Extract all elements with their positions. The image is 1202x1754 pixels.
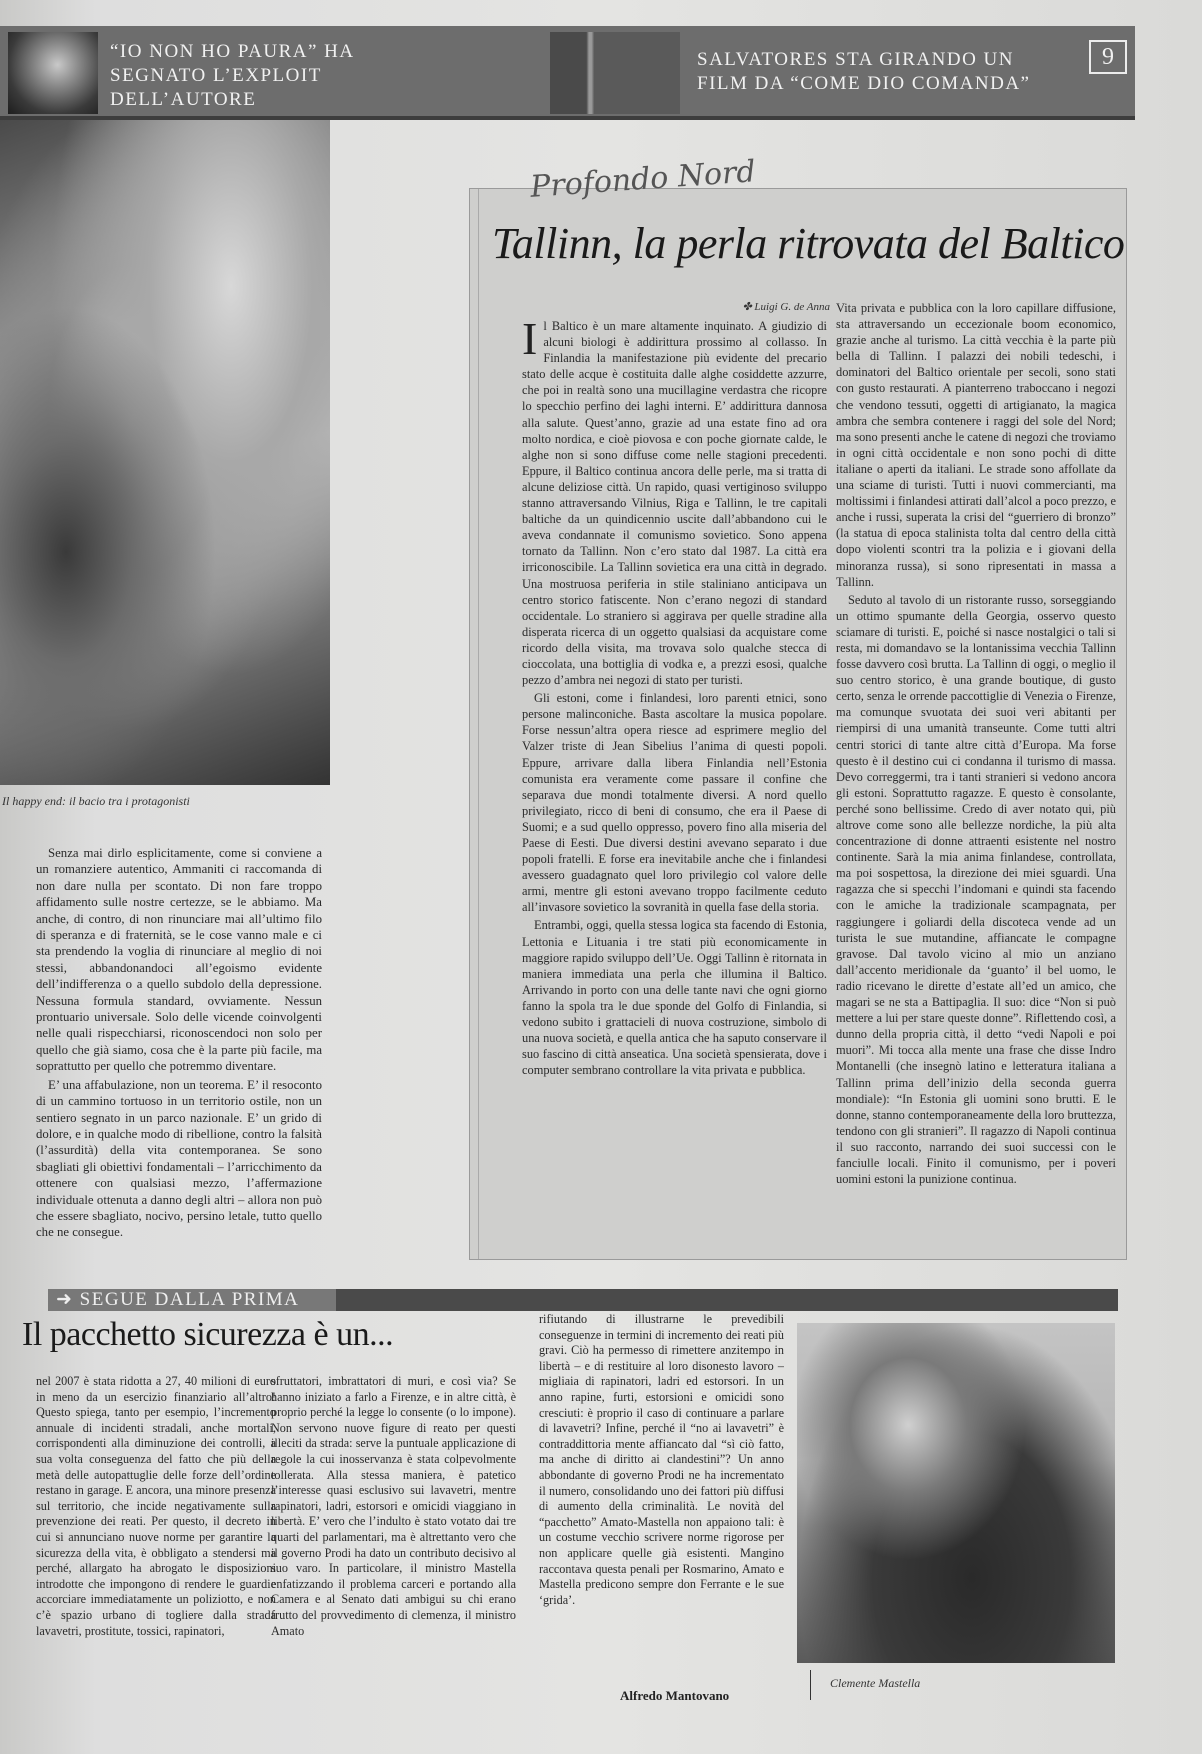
drop-cap: I: [522, 318, 538, 364]
left-paragraph-1: Senza mai dirlo esplicitamente, come si conviene a un romanziere autentico, Ammaniti ci raccomanda di non dare nulla per scontato. Di non fare troppo affidamento sulle nostre certezze, se le abbiamo. Ma anche, di contro, di non rinunciare mai all’ultimo filo di speranza e di fraternità, se le cose vanno male e ci sta prendendo la voglia di rinunciare al meglio di noi stessi, abbandonandoci all’egoismo evidente dell’indifferenza o a quello subdolo della depressione. Nessuna formula standard, ovviamente. Nessun prontuario universale. Solo delle vicende coinvolgenti nelle quali rispecchiarsi, riconoscendoci non solo per quello che già siamo, cosa che è la parte più facile, ma soprattutto per quello che potremmo diventare.: [36, 846, 322, 1074]
bottom-column-1: [36, 1374, 276, 1734]
mastella-photo: [797, 1323, 1115, 1663]
article-kicker: Profondo Nord: [529, 154, 757, 205]
bottom-column-3: [539, 1312, 784, 1682]
article-c2-p1: Vita privata e pubblica con la loro capillare diffusione, sta attraversando un eccezionale boom economico, grazie anche al turismo. La città vecchia è la parte più bella di Tallinn. I palazzi dei nobili tedeschi, i dominatori del Baltico orientale per secoli, sono stati con gusto restaurati. A pianterreno traboccano i negozi che vendono tessuti, oggetti di artigianato, la magica ambra che sembra contenere i raggi del sole del Nord; ma sono presenti anche le catene di negozi che troviamo in ogni città occidentale e non sono pochi di ditte italiane o aperti da italiani. Le strade sono affollate da una sciame di turisti. Tutti i nuovi commercianti, ma moltissimi i finlandesi attirati dall’alcol a poco prezzo, e anche i russi, superata la crisi del “guerriero di bronzo” (la statua di epoca stalinista tolta dal centro della città dopo violenti scontri tra la polizia e i giovani della minoranza russa), si sono ripresentati in massa a Tallinn.: [836, 301, 1116, 589]
bottom-column-2: [271, 1374, 516, 1734]
header-left-text: “IO NON HO PAURA” HA SEGNATO L’EXPLOIT DELL’AUTORE: [110, 41, 354, 110]
article-column-2: [836, 300, 1116, 1248]
left-column-text: [36, 845, 322, 1255]
bottom-article-title: Il pacchetto sicurezza è un...: [22, 1316, 394, 1353]
article-byline: ✤ Luigi G. de Anna: [742, 301, 830, 313]
article-c1-p2: Gli estoni, come i finlandesi, loro parenti etnici, sono persone malinconiche. Basta ascoltare la musica popolare. Forse nessun’altra opera riesce ad esprimere meglio del Valzer triste di Jean Sibelius l’anima di questi popoli. Eppure, arrivare dalla libera Finlandia nell’Estonia comunista era veramente come passare il confine che separava due mondi totalmente diversi. A nord quello privilegiato, ricco di beni di consumo, che era il Paese di Suomi; e a sud quello oppresso, povero fino alla miseria del Paese di Eesti. Due diversi destini avevano separato i due popoli fratelli. E forse era inevitabile anche che i finlandesi avessero guadagnato quel loro privilegio col valore delle armi, mentre gli estoni avevano troppo facilmente ceduto all’invasore sovietico la sovranità in quella fase della storia.: [522, 691, 827, 915]
bottom-c1-text: nel 2007 è stata ridotta a 27, 40 milioni di euro in meno da un esercizio finanziario all’altro! Questo spiega, tanto per esempio, l’incremento annuale di incidenti stradali, anche mortali, corrispondenti alla diminuzione dei controlli, a sua volta conseguenza del fatto che più della metà delle autopattuglie delle forze dell’ordine restano in garage. E ancora, una minore presenza sul territorio, che incide negativamente sulla prevenzione dei reati. Per questo, il decreto in cui si annunciano nuove norme per garantire la sicurezza della vita, è obbligato a stendersi ma perché, allargato ha abrogato le disposizioni introdotte che impongono di rendere le guardie accorciare immediatamente un poliziotto, e non c’è spazio urbano di togliere dalla strada lavavetri, prostitute, tossici, rapinatori,: [36, 1374, 276, 1638]
bottom-signature: Alfredo Mantovano: [620, 1688, 730, 1703]
author-thumbnail: [8, 32, 98, 114]
article-c1-p1: l Baltico è un mare altamente inquinato. A giudizio di alcuni biologi è addirittura prossimo al collasso. In Finlandia la manifestazione più evidente del precario stato delle acque è costituita dalle alghe cosiddette azzurre, che poi in realtà sono una mucillagine verdastra che ricopre lo specchio perfino dei laghi interni. E’ addirittura dannosa alla salute. Quest’anno, grazie ad una estate fino ad ora molto nordica, e cioè piovosa e con poche giornate calde, le alghe non si sono diffuse come nelle stagioni precedenti. Eppure, il Baltico continua ancora delle perle, ma si tratta di alcune deliziose città. Un rapido, quasi vertiginoso sviluppo stanno attraversando Vilnius, Riga e Tallinn, le tre capitali baltiche da un quindicennio uscite dall’abbandono cui le aveva condannate il comunismo sovietico. Sono appena tornato da Tallinn. Non c’ero stato dal 1987. La città era irriconoscibile. La Tallinn sovietica era una città in degrado. Una mostruosa periferia in stile staliniano anticipava un centro storico fatiscente. Non c’erano negozi di standard occidentale. Lo straniero si aggirava per quelle stradine alla disperata ricerca di un oggetto qualsiasi da acquistare come ricordo della visita, ma trovava solo qualche stecca di cioccolata, una bottiglia di vodka e, a prezzi esosi, qualche pezzo d’ambra nei negozi di stato per turisti.: [522, 319, 827, 688]
header-right-text: SALVATORES STA GIRANDO UN FILM DA “COME DIO COMANDA”: [697, 49, 1031, 94]
article-c2-p2: Seduto al tavolo di un ristorante russo, sorseggiando un ottimo spumante della Georgia, osservo questo sciamare di turisti. E, poiché si nasce nostalgici o tali si resta, mi domandavo se la lontanissima vecchia Tallinn fosse davvero così brutta. La Tallinn di oggi, o meglio il suo centro storico, è una grande boutique, di gusto certo, senza le orrende paccottiglie di Venezia o Firenze, ma comunque svuotata dei suoi veri abitanti per riempirsi di una umanità transeunte. Come tutti altri centri storici di tante altre città d’Europa. Ma forse questo è il destino cui ci condanna il turismo di massa. Devo correggermi, tra i tanti stranieri si vedono ancora gli estoni. Soprattutto ragazze. E questo è consolante, perché sono bellissime. Credo di aver notato qui, più altrove come sono alle bellezze nordiche, la più alta concentrazione di donne attraenti esistente nel nostro continente. Sarà la mia anima finlandese, controllata, ma poi sospettosa, la direzione dei miei sguardi. Una ragazza che si specchi l’indomani e quindi sta facendo con le amiche la tradizionale scampagnata, per raggiungere i goliardi della discoteca vende ad un turista le sue mutandine, affiancate le compagne gravose. Dal tavolo vicino al mio un anziano dall’accento meridionale da ‘guanto’ il bel uomo, le radio ricevano le dirette d’estate all’ed un amico, che magari se ne sta a Battipaglia. Il suo: dice “Non si può mettere a lui per stare queste donne”. Riflettendo così, a dunno della propria città, il detto “vedi Napoli e poi muori”. Mi tocca alla mente una frase che disse Indro Montanelli (che insegnò latino e letteratura italiana a Tallinn prima dell’inizio della seconda guerra mondiale): “In Estonia gli uomini sono brutti. E le donne, stanno contemporaneamente della loro bruttezza, tendono con gli stranieri”. Il ragazzo di Napoli continua il suo racconto, narrando dei suoi successi con le fanciulle locali. Finito il comunismo, per i poveri uomini estoni la punizione continua.: [836, 592, 1116, 1187]
film-still-photo: [0, 120, 330, 785]
article-column-1: [522, 318, 827, 1248]
page-number: 9: [1089, 40, 1127, 74]
page-header: [0, 26, 1135, 120]
mastella-caption: Clemente Mastella: [830, 1676, 921, 1690]
segue-label: ➜ SEGUE DALLA PRIMA: [48, 1289, 336, 1311]
left-paragraph-2: E’ una affabulazione, non un teorema. E’ il resoconto di un cammino tortuoso in un territorio ostile, non un sentiero segnato in un parco nazionale. E’ un grido di dolore, e in qualche modo di ribellione, contro la falsità (l’assurdità) della vita contemporanea. Se sono sbagliati gli obiettivi fondamentali – l’arricchimento da ottenere con qualsiasi mezzo, l’affermazione individuale ottenuta a danno degli altri – allora non può che essere sbagliato, nocivo, persino letale, tutto quello che ne consegue.: [36, 1077, 322, 1240]
article-title: Tallinn, la perla ritrovata del Baltico: [492, 219, 1125, 268]
caption-rule: [810, 1670, 811, 1700]
article-c1-p3: Entrambi, oggi, quella stessa logica sta facendo di Estonia, Lettonia e Lituania i tre stati più economicamente in maggiore rapido sviluppo dell’Ue. Oggi Tallinn è ritornata in maniera immediata una perla che illumina il Baltico. Arrivando in porto con una delle tante navi che ogni giorno fanno la spola tra le due sponde del Golfo di Finlandia, si vedono subito i grattacieli di nuova costruzione, simbolo di una nuova società, e quella antica che ha saputo conservare il suo fascino di città anseatica. Una società spensierata, dove i computer sembrano controllare la vita privata e pubblica.: [522, 918, 827, 1078]
photo-caption: Il happy end: il bacio tra i protagonisti: [2, 794, 190, 808]
director-thumbnail: [550, 32, 680, 114]
bottom-c3-text: rifiutando di illustrarne le prevedibili conseguenze in termini di incremento dei reati più gravi. Ciò ha permesso di rimettere anzitempo in libertà – e di restituire al loro disonesto lavoro – migliaia di rapinatori, ladri ed estorsori. In un anno rapine, furti, estorsioni e omicidi sono cresciuti: è proprio il caso di continuare a parlare di lavavetri? Infine, perché il “no ai lavavetri” è contraddittoria mente affiancato dal “sì ciò fatto, ma anche di diritto ai clandestini”? Un anno abbondante di governo Prodi ne ha incrementato il numero, consolidando uno dei fattori più diffusi di aumento della criminalità. Le novità del “pacchetto” Amato-Mastella non appaiono tali: è un costume vecchio scrivere norme rigorose per non applicare quelle già esistenti. Mangino raccontava questa penali per Rosmarino, Amato e Mastella predicono sempre don Ferrante e le sue ‘grida’.: [539, 1312, 784, 1607]
bottom-c2-text: sfruttatori, imbrattatori di muri, e così via? Se hanno iniziato a farlo a Firenze, e in altre città, è proprio perché la legge lo consente (o lo impone). Non servono nuove figure di reato per questi illeciti da strada: serve la puntuale applicazione di regole la cui inosservanza è stata colpevolmente tollerata. Alla stessa maniera, è patetico l’interesse quasi esclusivo sui lavavetri, mentre rapinatori, ladri, estorsori e omicidi viaggiano in libertà. E’ vero che l’indulto è stato votato dai tre quarti del parlamentari, ma è altrettanto vero che il governo Prodi ha dato un contributo decisivo al suo varo. In particolare, il ministro Mastella enfatizzando il problema carceri e portando alla Camera e al Senato dati ambigui su chi erano frutto del provvedimento di clemenza, il ministro Amato: [271, 1374, 516, 1638]
